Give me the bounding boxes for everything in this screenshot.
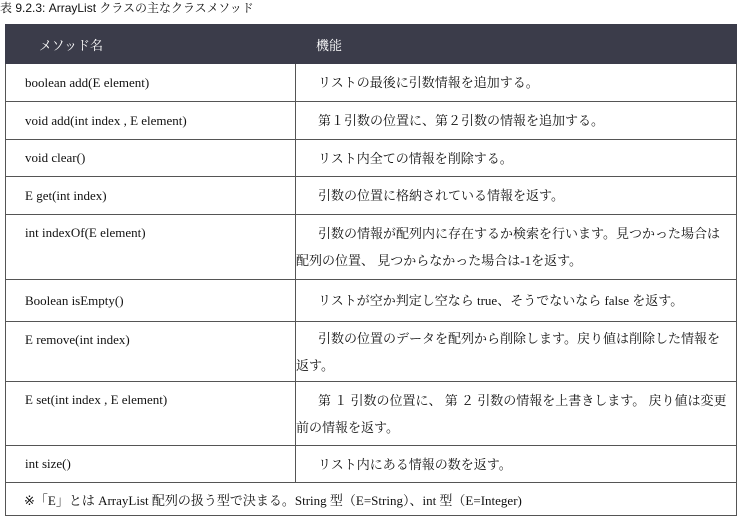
description-cell: リストが空か判定し空なら true、そうでないなら false を返す。 — [296, 280, 737, 322]
table-row — [6, 140, 737, 177]
table-row — [6, 215, 737, 280]
table-row — [6, 280, 737, 322]
table-header-row — [6, 25, 737, 64]
description-cell: リストの最後に引数情報を追加する。 — [296, 64, 737, 102]
table-row — [6, 102, 737, 140]
description-cell — [296, 382, 737, 446]
method-cell: E set(int index , E element) — [6, 382, 296, 446]
method-cell: void clear() — [6, 140, 296, 177]
method-cell: E remove(int index) — [6, 322, 296, 382]
method-cell: void add(int index , E element) — [6, 102, 296, 140]
description-text: 引数の情報が配列内に存在するか検索を行います。見つかった場合は配列の位置、 見つからなかった場合は-1を返す。 — [296, 226, 720, 268]
description-cell: 第１引数の位置に、第２引数の情報を追加する。 — [296, 102, 737, 140]
method-cell: int size() — [6, 446, 296, 483]
method-cell: boolean add(E element) — [6, 64, 296, 102]
table-caption: 表 9.2.3: ArrayList クラスの主なクラスメソッド — [0, 1, 254, 15]
description-cell — [296, 322, 737, 382]
table-row — [6, 446, 737, 483]
method-cell: Boolean isEmpty() — [6, 280, 296, 322]
method-cell: E get(int index) — [6, 177, 296, 215]
method-table — [5, 24, 737, 516]
description-cell: リスト内全ての情報を削除する。 — [296, 140, 737, 177]
header-function: 機能 — [296, 25, 737, 64]
description-text: 引数の位置のデータを配列から削除します。戻り値は削除した情報を返す。 — [296, 330, 720, 373]
method-cell: int indexOf(E element) — [6, 215, 296, 280]
note-row — [6, 483, 737, 516]
table-row — [6, 322, 737, 382]
table-row — [6, 64, 737, 102]
header-method: メソッド名 — [6, 25, 296, 64]
table-row — [6, 177, 737, 215]
description-cell — [296, 215, 737, 280]
table-row — [6, 382, 737, 446]
footnote: ※「E」とは ArrayList 配列の扱う型で決まる。String 型（E=String）、int 型（E=Integer) — [6, 483, 737, 516]
description-text: 第 １ 引数の位置に、 第 ２ 引数の情報を上書きします。 戻り値は変更前の情報を返す。 — [296, 392, 727, 435]
description-cell: 引数の位置に格納されている情報を返す。 — [296, 177, 737, 215]
description-cell: リスト内にある情報の数を返す。 — [296, 446, 737, 483]
